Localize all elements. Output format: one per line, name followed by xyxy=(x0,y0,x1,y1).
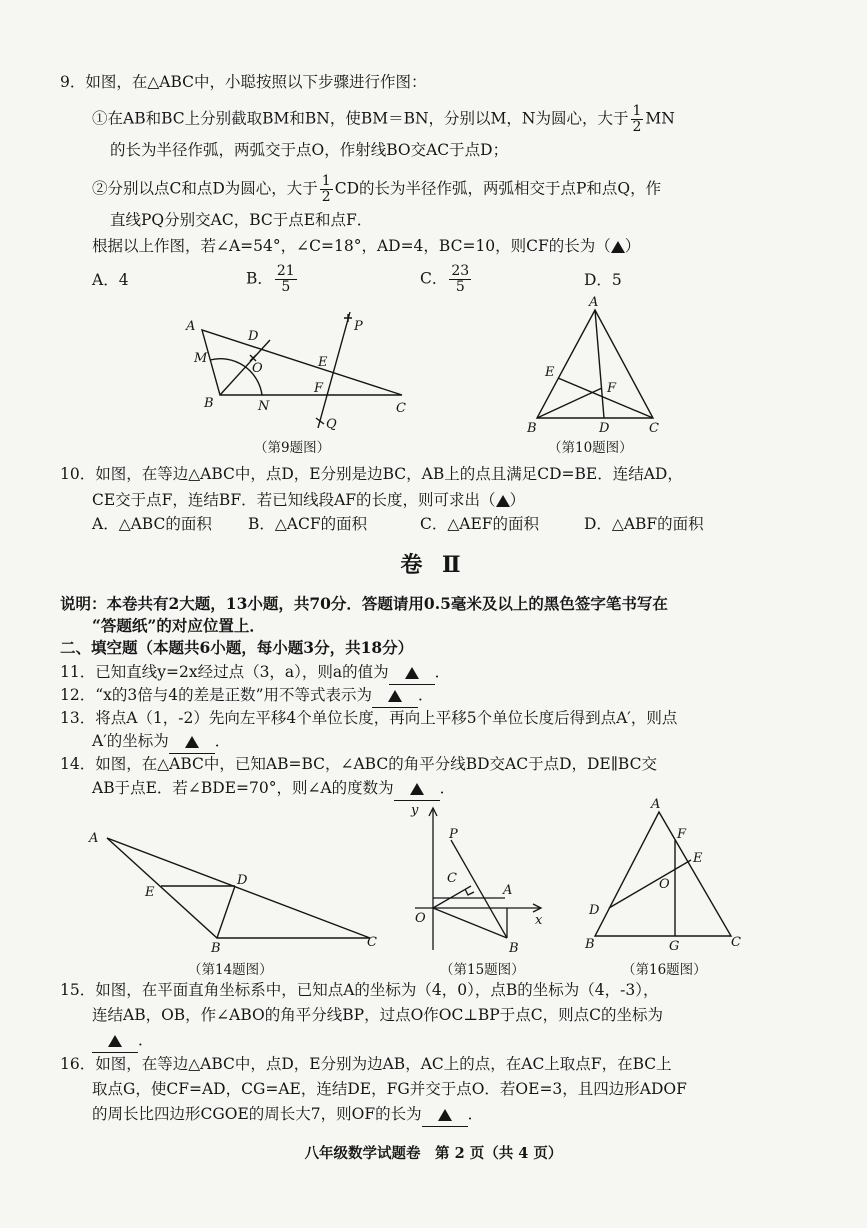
q10-figure-caption: （第10题图） xyxy=(548,440,633,456)
q14-line2-end: ． xyxy=(439,779,456,797)
fig15-label-b: B xyxy=(509,941,519,956)
q11 xyxy=(60,660,450,685)
answer-triangle-icon xyxy=(410,783,424,795)
figure-q9 xyxy=(180,300,430,435)
q10-option-b: B．△ACF的面积 xyxy=(248,515,368,533)
segment-bd xyxy=(217,886,235,938)
q9-step1-text: ①在AB和BC上分别截取BM和BN，使BM＝BN，分别以M，N为圆心，大于 xyxy=(92,109,629,128)
fig9-label-o: O xyxy=(252,361,263,376)
fig16-label-g: G xyxy=(669,939,680,954)
q11-text: 11．已知直线y=2x经过点（3，a），则a的值为 xyxy=(60,663,389,681)
q9-step2-cont: 直线PQ分别交AC，BC于点E和点F． xyxy=(110,211,373,229)
ray-bp xyxy=(451,840,507,938)
fig9-label-e: E xyxy=(318,355,328,370)
q12-end: ． xyxy=(418,686,434,704)
fraction-numerator: 21 xyxy=(276,263,295,279)
q9-option-b xyxy=(246,264,299,295)
q10-line2-end: ） xyxy=(509,491,526,509)
answer-triangle-icon xyxy=(405,667,419,679)
q15-figure-caption: （第15题图） xyxy=(440,962,525,978)
fig16-label-b: B xyxy=(585,937,595,952)
segment-ce xyxy=(558,378,653,418)
line-pq xyxy=(318,312,350,428)
q9-step2 xyxy=(92,174,661,205)
fraction-denominator: 2 xyxy=(321,189,331,205)
q9-step1-fraction xyxy=(631,104,644,135)
q9-option-b-fraction xyxy=(275,264,297,295)
q15-line1: 15．如图，在平面直角坐标系中，已知点A的坐标为（4，0），点B的坐标为（4，-3）， xyxy=(60,981,659,999)
segment-bf xyxy=(537,388,602,418)
q9-condition xyxy=(92,234,640,258)
q10-line2 xyxy=(92,488,525,512)
fig9-label-q: Q xyxy=(326,417,337,432)
q9-step1-text-b: MN xyxy=(645,109,675,128)
fraction-numerator: 1 xyxy=(632,103,642,119)
answer-triangle-icon xyxy=(496,495,510,507)
fig16-label-e: E xyxy=(693,851,703,866)
answer-blank xyxy=(169,729,215,754)
q11-end: ． xyxy=(434,663,451,681)
answer-blank xyxy=(422,1102,468,1127)
figure-q15 xyxy=(405,800,555,960)
q10-option-d: D．△ABF的面积 xyxy=(584,515,704,533)
answer-triangle-icon xyxy=(611,241,625,253)
answer-triangle-icon xyxy=(438,1109,452,1121)
fraction-denominator: 5 xyxy=(455,279,465,295)
q9-step2-text: ②分别以点C和点D为圆心，大于 xyxy=(92,179,318,198)
fig9-label-a: A xyxy=(186,319,196,334)
fig9-label-d: D xyxy=(248,329,259,344)
q13-line2 xyxy=(92,729,230,754)
q16-line3 xyxy=(92,1102,483,1127)
q9-condition-end: ） xyxy=(624,237,641,255)
q9-option-c xyxy=(420,264,473,295)
q9-option-b-label: B． xyxy=(246,269,273,288)
figure-q14 xyxy=(85,826,385,956)
q9-step2-fraction xyxy=(320,174,333,205)
fraction-denominator: 5 xyxy=(281,279,291,295)
fig14-label-c: C xyxy=(367,935,377,950)
answer-triangle-icon xyxy=(108,1035,122,1047)
segment-ad xyxy=(595,310,604,418)
q10-option-c: C．△AEF的面积 xyxy=(420,515,540,533)
q10-option-a: A．△ABC的面积 xyxy=(92,515,212,533)
q9-option-c-label: C． xyxy=(420,269,448,288)
answer-blank xyxy=(389,660,435,685)
fig14-label-b: B xyxy=(211,941,221,956)
fig9-label-c: C xyxy=(396,401,406,416)
figure-q16 xyxy=(583,796,753,956)
answer-blank xyxy=(372,683,418,708)
fig16-label-d: D xyxy=(589,903,600,918)
q14-line1: 14．如图，在△ABC中，已知AB=BC，∠ABC的角平分线BD交AC于点D，DE∥BC交 xyxy=(60,755,657,773)
fraction-numerator: 1 xyxy=(321,173,331,189)
fig10-label-d: D xyxy=(599,421,610,436)
arc-mark-p xyxy=(344,314,352,322)
q9-option-c-fraction xyxy=(449,264,471,295)
q16-line3-text: 的周长比四边形CGOE的周长大7，则OF的长为 xyxy=(92,1105,422,1123)
fig15-label-x: x xyxy=(535,913,543,928)
section-note-line1: 说明：本卷共有2大题，13小题，共70分．答题请用0.5毫米及以上的黑色签字笔书写在 xyxy=(60,594,668,613)
right-angle-mark xyxy=(465,889,474,895)
q10-line2-text: CE交于点F，连结BF．若已知线段AF的长度，则可求出（ xyxy=(92,491,496,509)
fig15-label-o: O xyxy=(415,911,426,926)
q15-line2: 连结AB，OB，作∠ABO的角平分线BP，过点O作OC⊥BP于点C，则点C的坐标为 xyxy=(92,1006,663,1024)
q9-option-a: A．4 xyxy=(92,271,129,289)
fig15-label-y: y xyxy=(411,803,419,818)
fig10-label-e: E xyxy=(545,365,555,380)
triangle-abc xyxy=(202,330,402,395)
q14-line2 xyxy=(92,776,455,801)
fig10-label-c: C xyxy=(649,421,659,436)
fig16-label-a: A xyxy=(651,797,661,812)
fig10-label-f: F xyxy=(607,381,617,396)
fig9-label-m: M xyxy=(194,351,208,366)
fig9-label-n: N xyxy=(258,399,270,414)
triangle-abc xyxy=(537,310,653,418)
figure-q10 xyxy=(525,296,665,436)
fig14-label-d: D xyxy=(237,873,248,888)
triangle-abc xyxy=(595,812,731,936)
fig15-label-a: A xyxy=(503,883,513,898)
section-note-line2: “答题纸”的对应位置上． xyxy=(92,616,265,635)
page-footer: 八年级数学试题卷 第 2 页（共 4 页） xyxy=(304,1145,563,1162)
fraction-numerator: 23 xyxy=(451,263,470,279)
q16-line1: 16．如图，在等边△ABC中，点D，E分别为边AB，AC上的点，在AC上取点F，在BC上 xyxy=(60,1055,672,1073)
q9-condition-text: 根据以上作图，若∠A=54°，∠C=18°，AD=4，BC=10，则CF的长为（ xyxy=(92,237,611,255)
q14-line2-text: AB于点E．若∠BDE=70°，则∠A的度数为 xyxy=(92,779,394,797)
segment-ob xyxy=(433,908,507,938)
answer-triangle-icon xyxy=(185,736,199,748)
answer-triangle-icon xyxy=(388,690,402,702)
q10-line1: 10．如图，在等边△ABC中，点D，E分别是边BC，AB上的点且满足CD=BE．连结AD， xyxy=(60,465,683,483)
fraction-denominator: 2 xyxy=(632,119,642,135)
answer-blank xyxy=(92,1028,138,1053)
fig15-label-c: C xyxy=(447,871,457,886)
fig16-label-c: C xyxy=(731,935,741,950)
fig9-label-f: F xyxy=(314,381,324,396)
q16-line2: 取点G，使CF=AD，CG=AE，连结DE，FG并交于点O．若OE=3，且四边形ADOF xyxy=(92,1080,687,1098)
q13-line2-text: A′的坐标为 xyxy=(92,732,169,750)
section-title: 卷 Ⅱ xyxy=(400,552,467,578)
fig16-label-f: F xyxy=(677,827,687,842)
q16-figure-caption: （第16题图） xyxy=(622,962,707,978)
q16-line3-end: ． xyxy=(467,1105,484,1123)
fig10-label-b: B xyxy=(527,421,537,436)
fig14-label-a: A xyxy=(89,831,99,846)
fig9-label-p: P xyxy=(354,319,363,334)
q9-step1-cont: 的长为半径作弧，两弧交于点O，作射线BO交AC于点D； xyxy=(110,141,509,159)
q15-line3-end: ． xyxy=(138,1031,154,1049)
fig10-label-a: A xyxy=(589,295,599,310)
q9-figure-caption: （第9题图） xyxy=(254,440,331,456)
part-title: 二、填空题（本题共6小题，每小题3分，共18分） xyxy=(60,638,414,657)
q9-stem: 9．如图，在△ABC中，小聪按照以下步骤进行作图： xyxy=(60,73,427,91)
q12-text: 12．“x的3倍与4的差是正数”用不等式表示为 xyxy=(60,686,373,704)
q14-figure-caption: （第14题图） xyxy=(188,962,273,978)
q9-option-d: D．5 xyxy=(584,271,622,289)
answer-blank xyxy=(394,776,440,801)
q13-line2-end: ． xyxy=(214,732,231,750)
q9-step2-text-b: CD的长为半径作弧，两弧相交于点P和点Q，作 xyxy=(334,179,662,198)
fig16-label-o: O xyxy=(659,877,670,892)
q15-line3 xyxy=(92,1028,154,1053)
q12 xyxy=(60,683,434,708)
q9-step1 xyxy=(92,104,675,135)
fig15-label-p: P xyxy=(449,827,458,842)
fig9-label-b: B xyxy=(204,396,214,411)
fig14-label-e: E xyxy=(145,885,155,900)
q13-line1: 13．将点A（1，-2）先向左平移4个单位长度，再向上平移5个单位长度后得到点A′，则点 xyxy=(60,709,678,727)
